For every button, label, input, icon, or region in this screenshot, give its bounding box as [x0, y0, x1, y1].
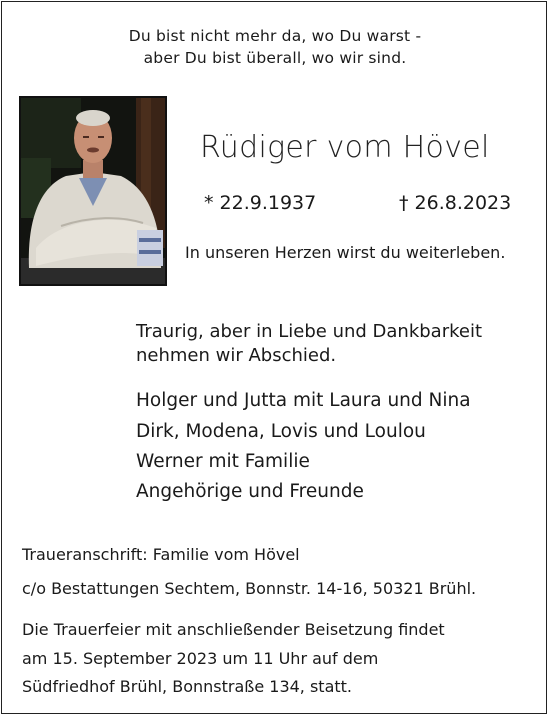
portrait-photo	[19, 96, 167, 286]
ceremony-line-1: Die Trauerfeier mit anschließender Beisetzung findet	[22, 620, 445, 639]
family-line: Dirk, Modena, Lovis und Loulou	[136, 421, 426, 442]
mourning-line-1: Traurig, aber in Liebe und Dankbarkeit	[136, 321, 483, 342]
ceremony-line-2: am 15. September 2023 um 11 Uhr auf dem	[22, 649, 379, 668]
family-line: Holger und Jutta mit Laura und Nina	[136, 390, 471, 411]
mourning-line-2: nehmen wir Abschied.	[136, 345, 337, 366]
family-line: Werner mit Familie	[136, 451, 310, 472]
address-line-2: c/o Bestattungen Sechtem, Bonnstr. 14-16, 50321 Brühl.	[22, 579, 477, 598]
address-line-1: Traueranschrift: Familie vom Hövel	[22, 545, 300, 564]
family-line: Angehörige und Freunde	[136, 481, 364, 502]
deceased-name: Rüdiger vom Hövel	[200, 130, 490, 165]
heart-line: In unseren Herzen wirst du weiterleben.	[185, 243, 506, 262]
ceremony-line-3: Südfriedhof Brühl, Bonnstraße 134, statt.	[22, 677, 353, 696]
birth-date: * 22.9.1937	[204, 192, 317, 214]
motto-line-2: aber Du bist überall, wo wir sind.	[143, 49, 407, 67]
motto-line-1: Du bist nicht mehr da, wo Du warst -	[128, 27, 422, 45]
death-date: † 26.8.2023	[399, 192, 512, 214]
